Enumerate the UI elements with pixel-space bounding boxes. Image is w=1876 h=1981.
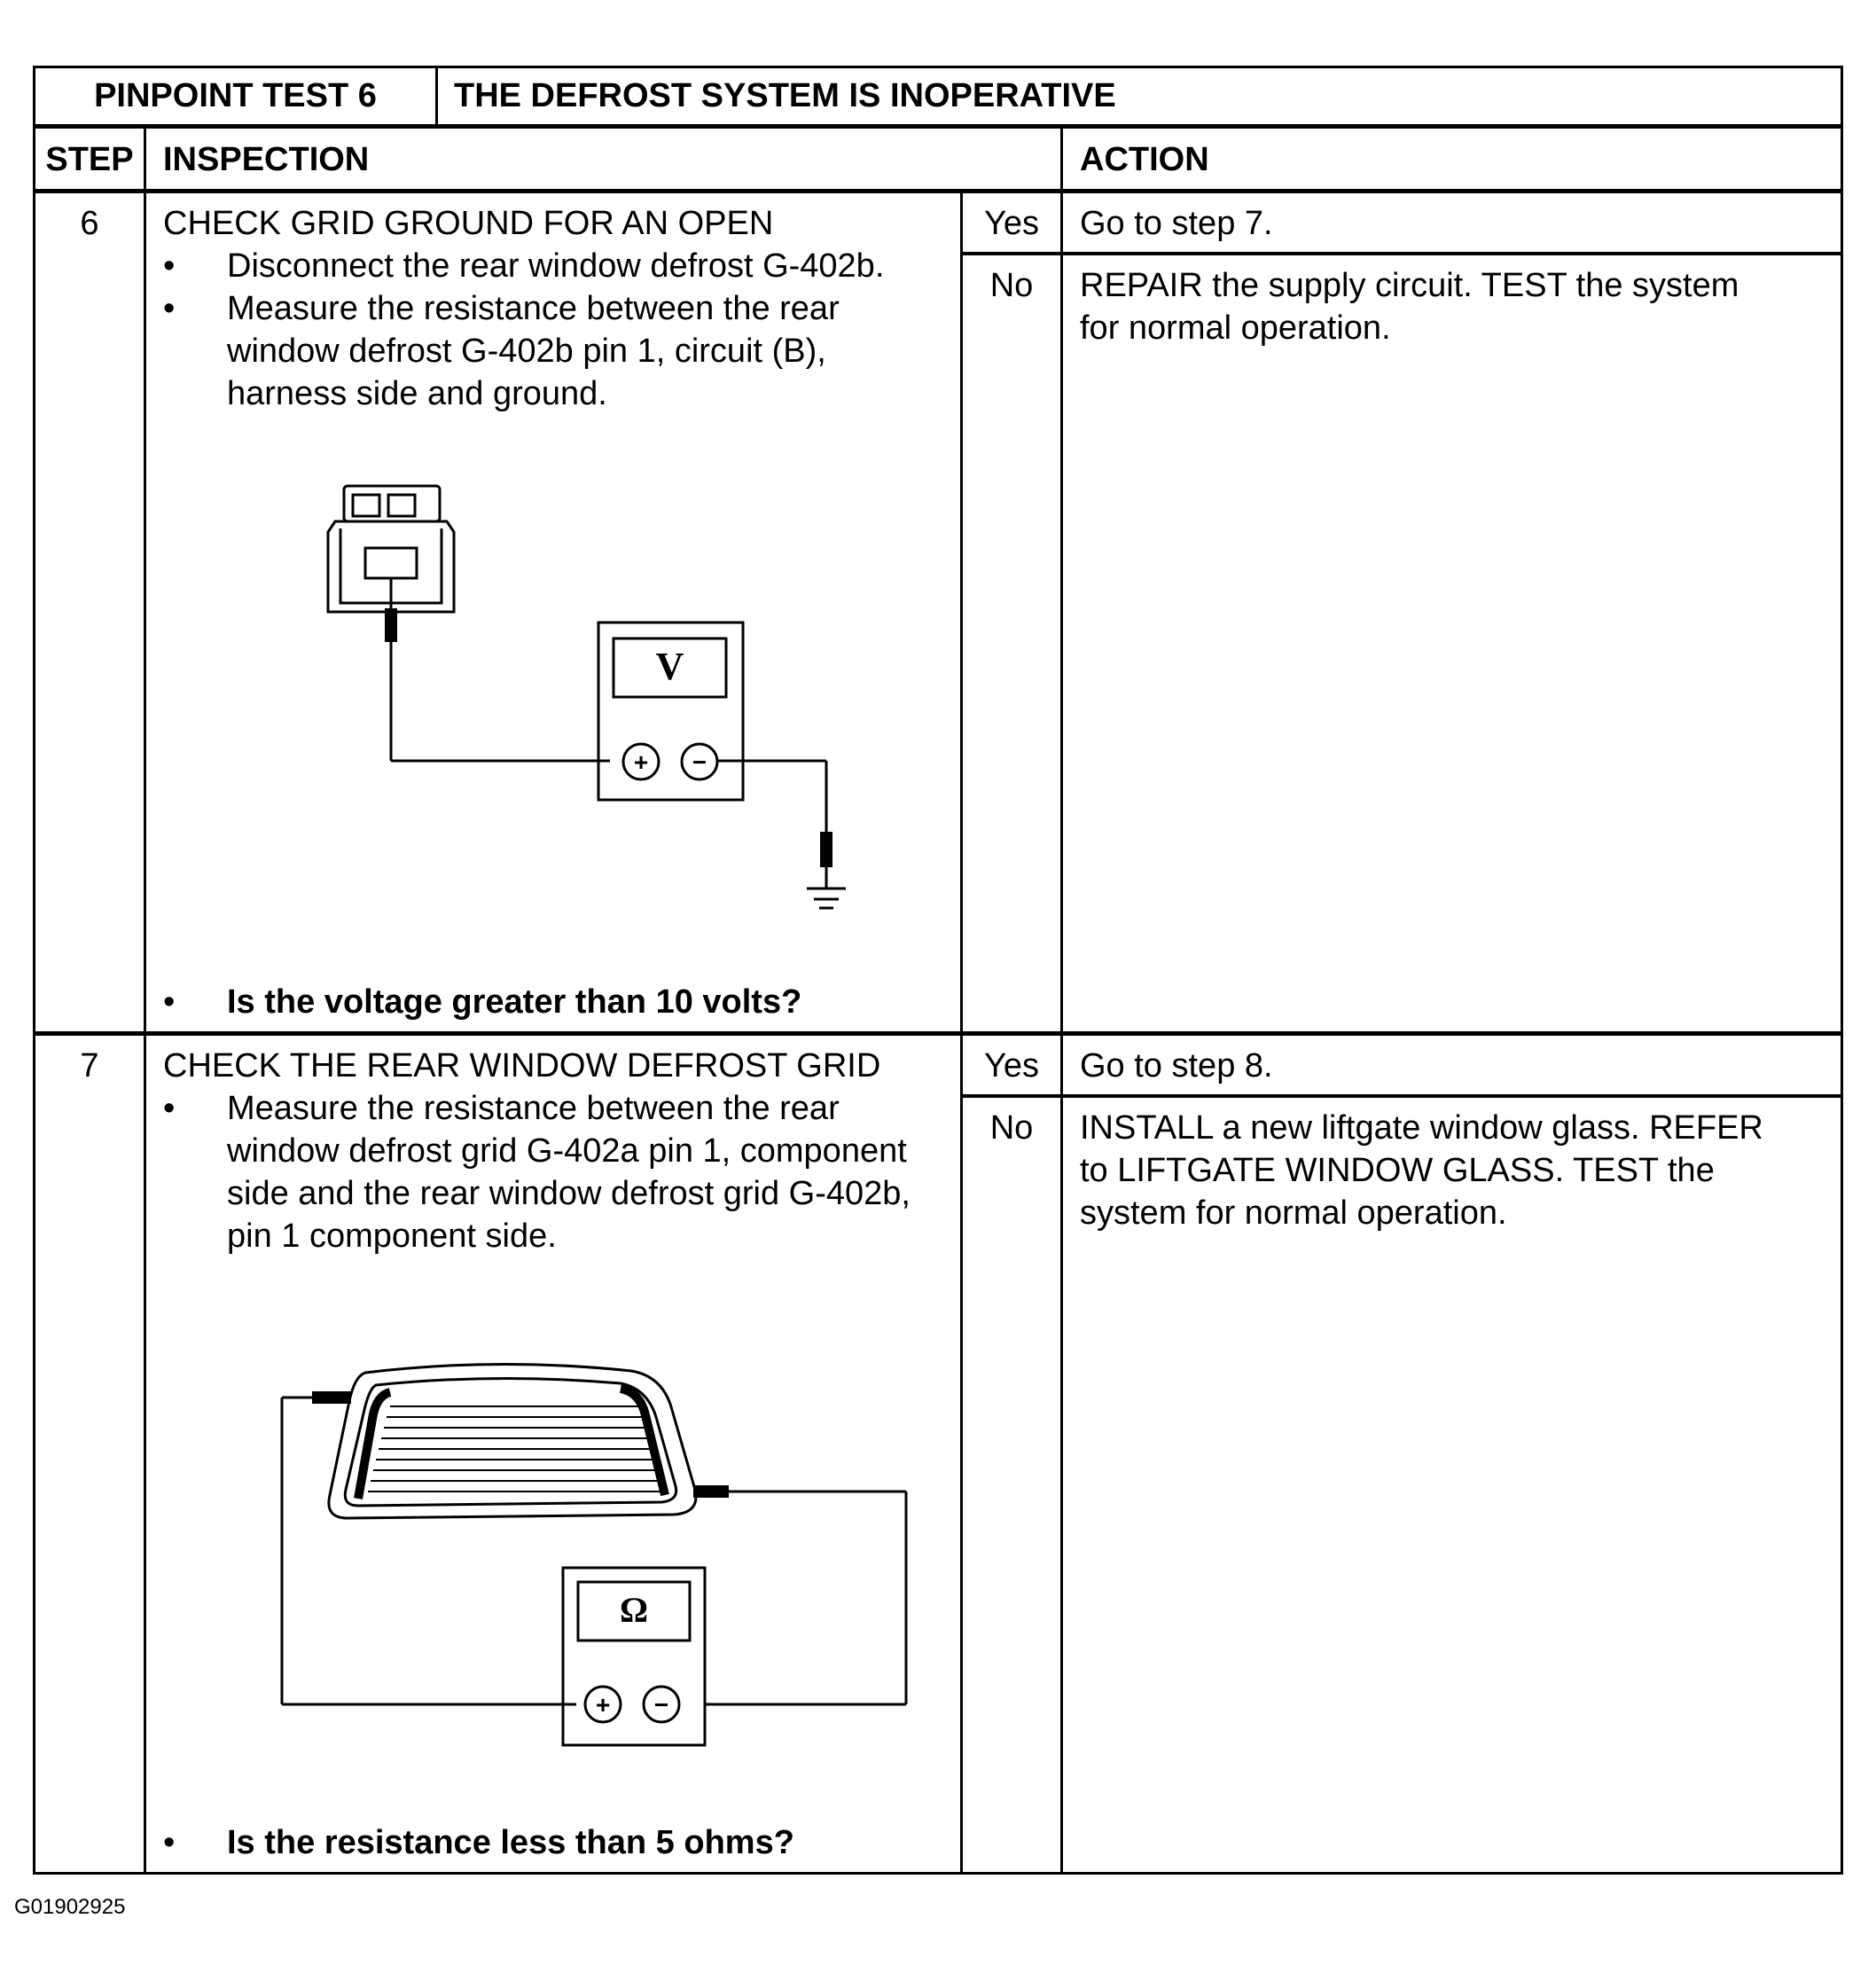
- step-7-bullet-1-line-1: Measure the resistance between the rear: [227, 1090, 840, 1127]
- step-7-title: CHECK THE REAR WINDOW DEFROST GRID: [163, 1047, 881, 1084]
- step-6-bullet-2-line-3: harness side and ground.: [227, 375, 607, 412]
- test-label: PINPOINT TEST 6: [94, 77, 377, 114]
- voltmeter-symbol: V: [655, 645, 684, 688]
- column-header-inspection: INSPECTION: [163, 141, 370, 178]
- test-title: THE DEFROST SYSTEM IS INOPERATIVE: [454, 77, 1116, 114]
- step-7-no-action-line-2: to LIFTGATE WINDOW GLASS. TEST the: [1080, 1152, 1715, 1189]
- step-7-no-action-line-1: INSTALL a new liftgate window glass. REFER: [1080, 1109, 1763, 1147]
- step-6-bullet-2-line-1: Measure the resistance between the rear: [227, 290, 840, 327]
- ohmmeter-plus-icon: +: [595, 1691, 611, 1719]
- step-6-number: 6: [80, 205, 99, 242]
- step-7-yes-label: Yes: [984, 1047, 1039, 1084]
- voltmeter-minus-icon: −: [692, 748, 707, 776]
- figure-code: G01902925: [14, 1895, 126, 1919]
- bullet-dot: •: [163, 247, 176, 285]
- rear-window-icon: [329, 1364, 696, 1518]
- column-header-action: ACTION: [1080, 141, 1209, 178]
- step-6-yes-label: Yes: [984, 205, 1039, 242]
- ohmmeter-symbol: Ω: [619, 1590, 649, 1630]
- step-7-number: 7: [80, 1047, 99, 1084]
- step-7-bullet-1-line-4: pin 1 component side.: [227, 1218, 557, 1255]
- step-7-yes-action: Go to step 8.: [1080, 1047, 1273, 1084]
- step-7-bullet-1-line-2: window defrost grid G-402a pin 1, component: [227, 1132, 907, 1170]
- step-6-no-action-line-1: REPAIR the supply circuit. TEST the system: [1080, 267, 1739, 304]
- bullet-dot: •: [163, 1090, 176, 1127]
- step-7-no-label: No: [989, 1109, 1034, 1147]
- step-7-no-action-line-3: system for normal operation.: [1080, 1194, 1507, 1232]
- bullet-dot: •: [163, 1824, 176, 1861]
- step-6-yes-action: Go to step 7.: [1080, 205, 1273, 242]
- step-7-question: Is the resistance less than 5 ohms?: [227, 1824, 794, 1861]
- step-6-no-label: No: [989, 267, 1034, 304]
- bullet-dot: •: [163, 290, 176, 327]
- step-6-question: Is the voltage greater than 10 volts?: [227, 983, 802, 1021]
- step-7-bullet-1-line-3: side and the rear window defrost grid G-402b,: [227, 1175, 911, 1212]
- step-6-title: CHECK GRID GROUND FOR AN OPEN: [163, 205, 774, 242]
- step-6-bullet-1: Disconnect the rear window defrost G-402b.: [227, 247, 885, 285]
- ohmmeter-minus-icon: −: [653, 1691, 669, 1719]
- voltmeter-plus-icon: +: [633, 748, 649, 776]
- bullet-dot: •: [163, 983, 176, 1021]
- step-6-no-action-line-2: for normal operation.: [1080, 309, 1391, 347]
- column-header-step: STEP: [45, 141, 134, 178]
- step-6-bullet-2-line-2: window defrost G-402b pin 1, circuit (B),: [227, 333, 826, 370]
